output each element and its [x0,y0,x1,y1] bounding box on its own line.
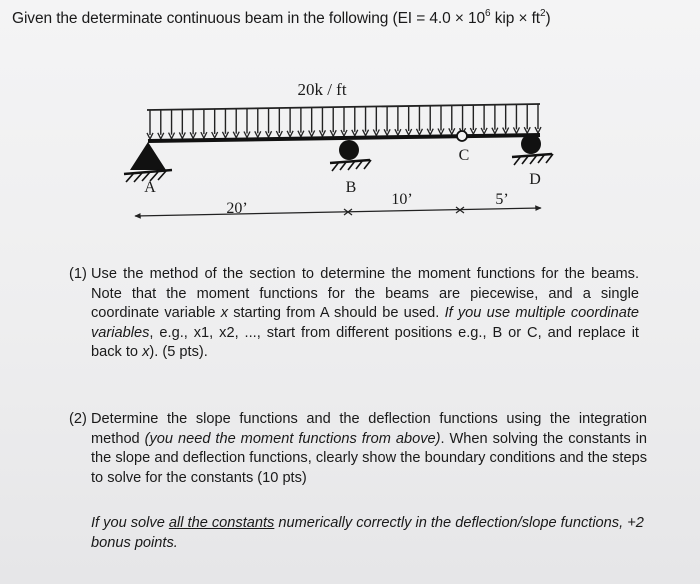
span-cd-label: 5’ [495,191,509,208]
span-bc-label: 10’ [391,191,413,208]
roller-support-b [330,140,371,171]
roller-support-d [512,134,553,165]
title-mid: kip × ft [490,10,541,27]
pin-support-a [124,142,172,182]
title-exponent: 6 [485,7,491,19]
load-label: 20k / ft [297,80,347,99]
hinge-c-label: C [458,147,470,164]
question-1-text: Use the method of the section to determine the moment functions for the beams. Note that the moment functions for the beams are piecewise, and a single coordinate variable x starting from A should be used. If you use multiple coordinate variables, e.g., x1, x2, ..., start from different positions e.g., B or C, and replace it back to x). (5 pts). [91,266,640,361]
dimension-line [135,208,541,216]
beam-diagram [0,0,700,260]
bonus-note: If you solve all the constants numerically correctly in the deflection/slope functions, +2 bonus points. [91,515,644,551]
support-b-label: B [345,179,357,196]
title-prefix: Given the determinate continuous beam in the following (EI = 4.0 × 10 [12,10,486,27]
span-ab-label: 20’ [226,200,248,217]
question-2-text: Determine the slope functions and the deflection functions using the integration method (you need the moment functions from above). When solving the constants in the slope and deflection functions, clearly show the boundary conditions and the steps to solve for the constants (10 pts) [91,411,647,486]
title-exponent-2: 2 [540,7,546,19]
title-suffix: ) [545,10,551,27]
question-2-number: (2) [69,411,87,427]
support-a-label: A [144,179,156,196]
support-d-label: D [529,171,541,188]
question-1-number: (1) [69,266,87,282]
hinge-c [457,131,467,141]
